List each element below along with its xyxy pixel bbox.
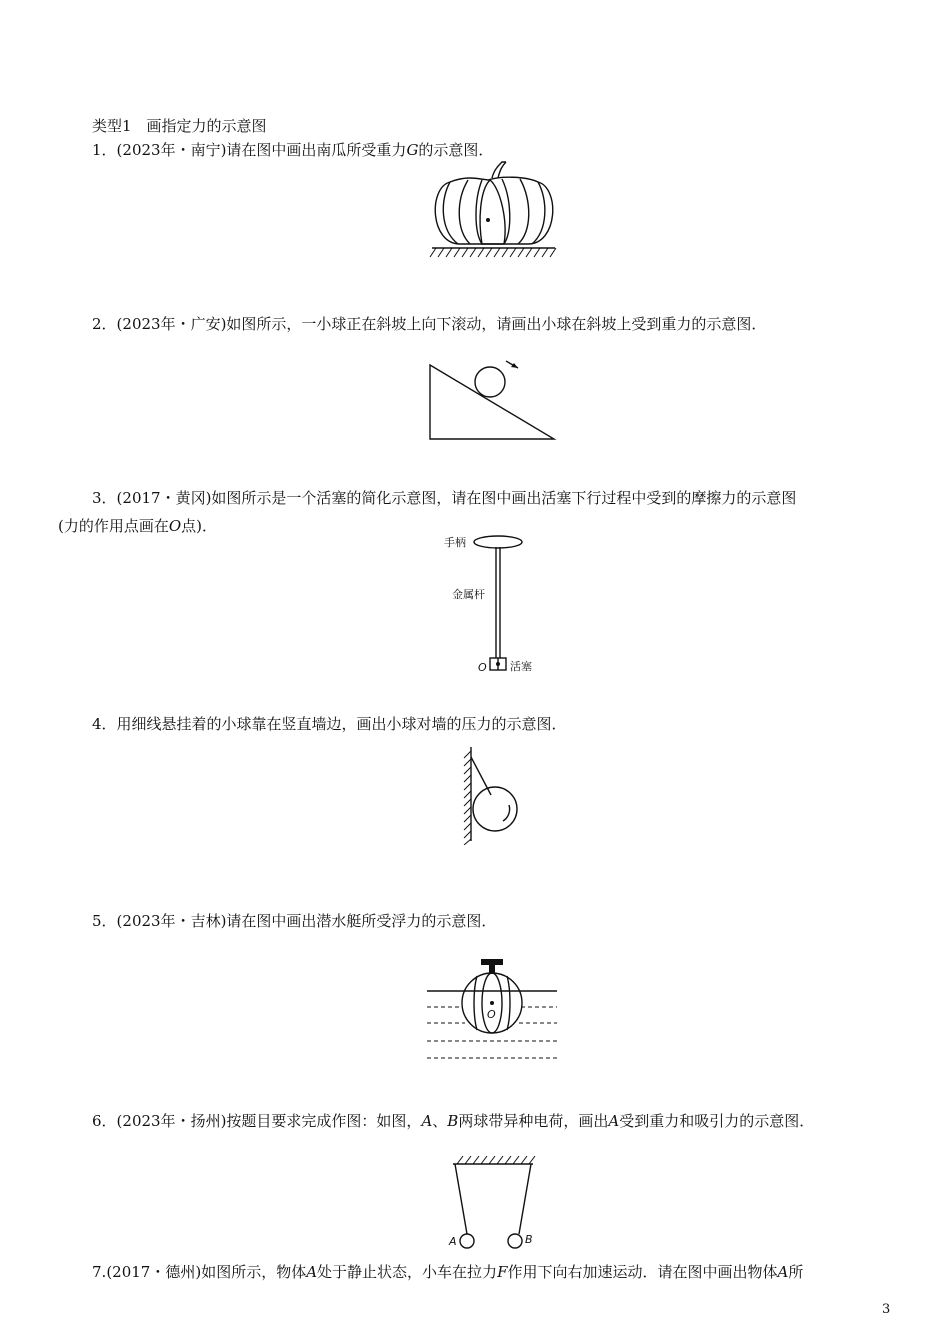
question-6 (92, 1111, 814, 1131)
question-7-text-d: 所 (788, 1263, 804, 1281)
question-3-var: O (168, 517, 182, 535)
question-4-text: 用细线悬挂着的小球靠在竖直墙边，画出小球对墙的压力的示意图． (116, 715, 567, 733)
question-3-text-1: (2017・黄冈)如图所示是一个活塞的简化示意图，请在图中画出活塞下行过程中受到的摩擦力的示意图 (116, 489, 797, 507)
question-2-text: (2023年・广安)如图所示，一小球正在斜坡上向下滚动，请画出小球在斜坡上受到重力的示意图． (116, 315, 767, 333)
question-4 (92, 714, 567, 734)
question-5-text: (2023年・吉林)请在图中画出潜水艇所受浮力的示意图． (116, 912, 497, 930)
ramp-ball-figure (420, 355, 560, 445)
question-1-number: 1． (92, 141, 117, 159)
section-title: 类型1 画指定力的示意图 (92, 117, 267, 135)
question-2-number: 2． (92, 315, 117, 333)
question-7-text-c: 作用下向右加速运动．请在图中画出物体 (507, 1263, 778, 1281)
pumpkin-figure (420, 160, 565, 265)
label-point-o-sub: O (487, 1008, 496, 1021)
question-1-var: G (406, 141, 419, 159)
label-ball-b: B (525, 1233, 533, 1246)
question-6-text-a: (2023年・扬州)按题目要求完成作图：如图， (116, 1112, 422, 1130)
question-3-number: 3． (92, 489, 117, 507)
question-6-number: 6． (92, 1112, 117, 1130)
page-number: 3 (882, 1302, 891, 1317)
question-6-sep: 、 (432, 1112, 448, 1130)
question-3-line-1 (92, 488, 796, 508)
wall-ball-figure (455, 745, 535, 845)
label-point-o: O (478, 661, 487, 674)
label-ball-a: A (449, 1235, 457, 1248)
label-piston: 活塞 (510, 660, 532, 673)
question-7-var-a: A (306, 1263, 318, 1281)
label-handle: 手柄 (444, 536, 466, 549)
question-7 (92, 1262, 803, 1282)
question-3-line-2 (58, 516, 217, 536)
question-6-var-b: B (447, 1112, 459, 1130)
question-5-number: 5． (92, 912, 117, 930)
charged-balls-figure (445, 1152, 545, 1252)
question-6-text-b: 两球带异种电荷，画出 (458, 1112, 609, 1130)
question-1-text-a: (2023年・南宁)请在图中画出南瓜所受重力 (116, 141, 407, 159)
question-3-text-2a: (力的作用点画在 (58, 517, 169, 535)
question-7-text-b: 处于静止状态，小车在拉力 (317, 1263, 498, 1281)
piston-figure (440, 530, 560, 680)
question-7-text-a: (2017・德州)如图所示，物体 (106, 1263, 307, 1281)
question-5 (92, 911, 496, 931)
label-rod: 金属杆 (452, 588, 485, 601)
question-6-var-a2: A (608, 1112, 620, 1130)
submarine-figure (425, 955, 560, 1065)
question-2 (92, 314, 766, 334)
question-1 (92, 140, 493, 160)
question-6-var-a: A (421, 1112, 433, 1130)
question-1-text-b: 的示意图． (418, 141, 494, 159)
question-7-number: 7. (92, 1263, 107, 1281)
question-6-text-c: 受到重力和吸引力的示意图． (619, 1112, 815, 1130)
question-4-number: 4． (92, 715, 117, 733)
question-3-text-2b: 点)． (181, 517, 218, 535)
question-7-var-a2: A (777, 1263, 789, 1281)
question-7-var-f: F (497, 1263, 508, 1281)
